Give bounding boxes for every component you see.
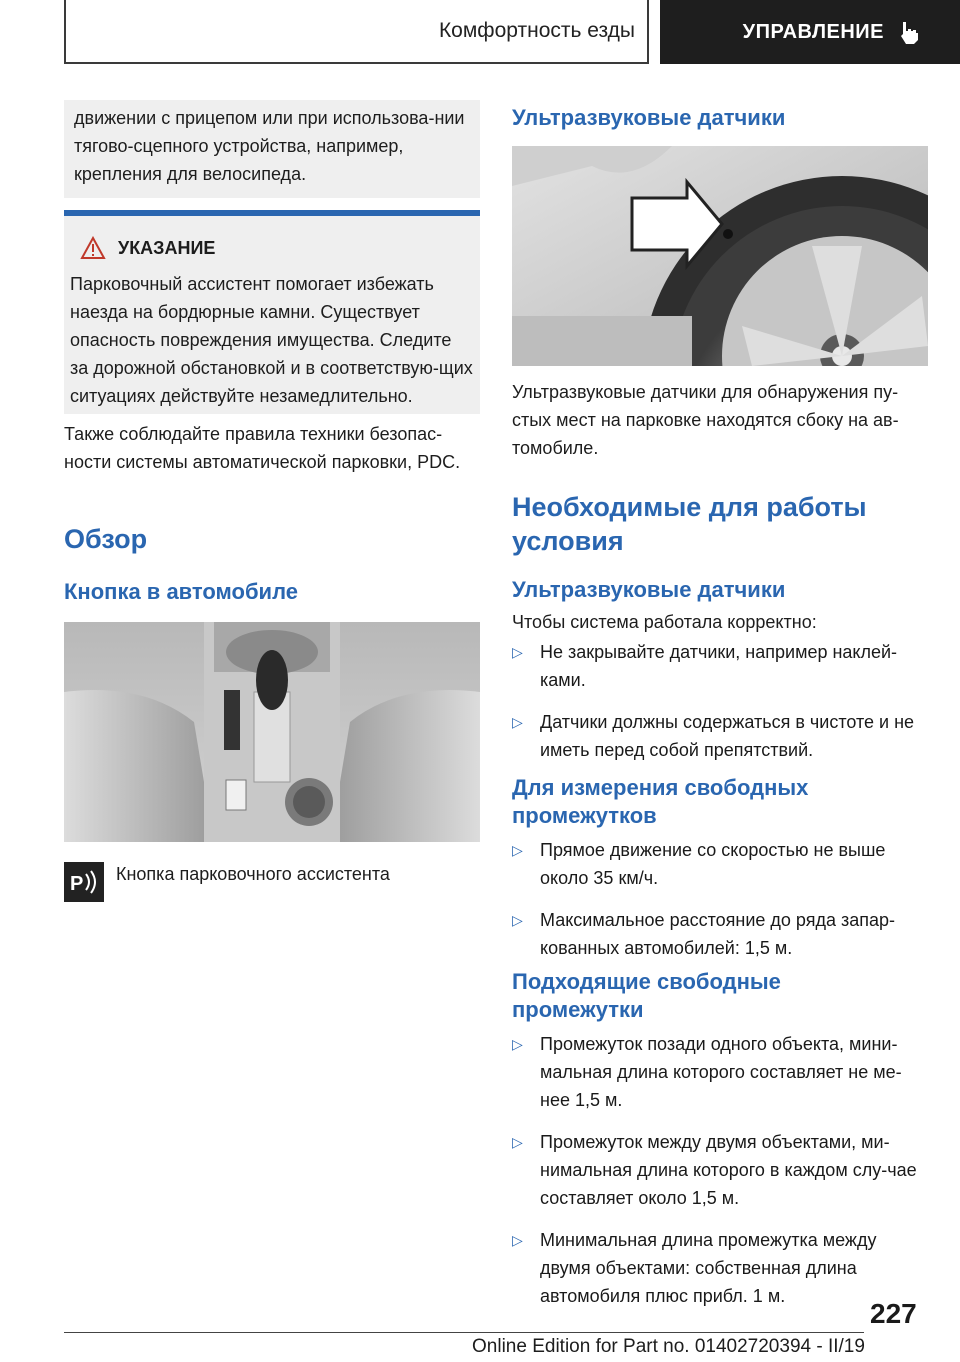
triangle-bullet-icon: ▷ [512,714,523,730]
header-section-tab [64,0,649,64]
triangle-bullet-icon: ▷ [512,644,523,660]
sensor-requirements-list [512,638,928,764]
svg-text:P: P [70,873,84,895]
list-item: ▷ Максимальное расстояние до ряда запар-кованных автомобилей: 1,5 м. [512,906,928,962]
heading-conditions: Необходимые для работы условия [512,492,867,556]
icon-caption: Кнопка парковочного ассистента [116,864,390,884]
sensors-description: Ультразвуковые датчики для обнаружения пу-стых мест на парковке находятся сбоку на ав-томобиле. [512,382,899,458]
warning-text: Парковочный ассистент помогает избежать наезда на бордюрные камни. Существует опасность повреждения имущества. Следите за дорожной обстановкой и в соответствую-щих ситуациях действуйте незамедлительно. [70,274,473,406]
car-side-sensor-photo [512,146,928,366]
heading-measure-gaps: Для измерения свободных промежутков [512,775,809,828]
intro-text: движении с прицепом или при использова-нии тягово-сцепного устройства, например, крепления для велосипеда. [74,108,465,184]
heading-button-in-car: Кнопка в автомобиле [64,579,298,604]
triangle-bullet-icon: ▷ [512,842,523,858]
warning-triangle-icon [80,236,110,260]
edition-footer: Online Edition for Part no. 01402720394 - II/19 [472,1336,865,1357]
parking-assistant-button-icon [64,862,104,902]
list-item: ▷ Промежуток между двумя объектами, ми-нимальная длина которого в каждом слу-чае составляет около 1,5 м. [512,1128,928,1212]
car-console-photo [64,622,480,842]
measure-conditions-list [512,836,928,962]
list-item: ▷ Датчики должны содержаться в чистоте и не иметь перед собой препятствий. [512,708,928,764]
triangle-bullet-icon: ▷ [512,912,523,928]
footer-divider [64,1332,864,1333]
page-number: 227 [870,1298,917,1329]
pdc-paragraph: Также соблюдайте правила техники безопас-ности системы автоматической парковки, PDC. [64,424,461,472]
heading-overview: Обзор [64,524,148,554]
intro-box [64,100,480,198]
warning-title: УКАЗАНИЕ [118,237,216,258]
header-chapter-title: УПРАВЛЕНИЕ [742,20,884,43]
header-chapter-tab [660,0,960,64]
sensors-intro: Чтобы система работала корректно: [512,612,817,632]
list-item: ▷ Минимальная длина промежутка между двумя объектами: собственная длина автомобиля плюс прибл. 1 м. [512,1226,928,1310]
heading-ultrasonic-sensors-2: Ультразвуковые датчики [512,577,786,602]
pointing-hand-icon [898,20,920,44]
list-item: ▷ Промежуток позади одного объекта, мини-мальная длина которого составляет не ме-нее 1,5 м. [512,1030,928,1114]
triangle-bullet-icon: ▷ [512,1134,523,1150]
header-section-title: Комфортность езды [438,19,635,42]
suitable-gaps-list [512,1030,928,1310]
heading-ultrasonic-sensors: Ультразвуковые датчики [512,105,786,130]
warning-box [64,216,480,414]
list-item: ▷ Прямое движение со скоростью не выше около 35 км/ч. [512,836,928,892]
triangle-bullet-icon: ▷ [512,1036,523,1052]
triangle-bullet-icon: ▷ [512,1232,523,1248]
heading-suitable-gaps: Подходящие свободные промежутки [512,969,781,1022]
list-item: ▷ Не закрывайте датчики, например наклей-ками. [512,638,928,694]
